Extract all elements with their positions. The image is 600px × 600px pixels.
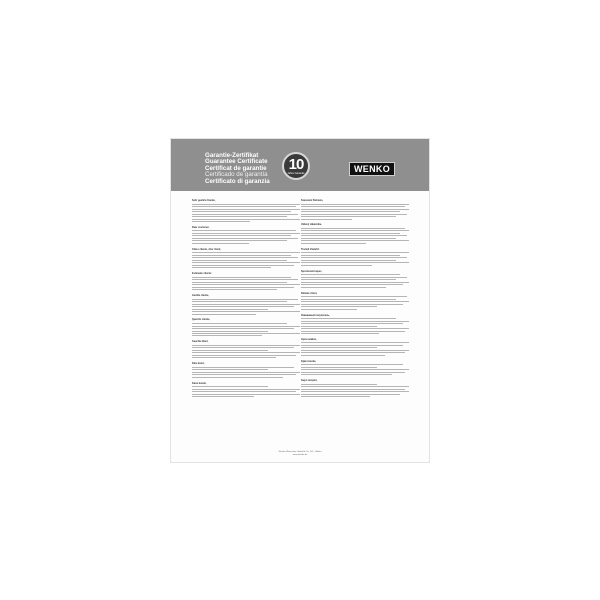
text-line: [301, 369, 409, 370]
text-line: [192, 396, 254, 397]
text-line: [301, 216, 396, 217]
text-line: [301, 389, 405, 390]
section-heading: Dear customer,: [192, 225, 210, 229]
section-heading: Tisztelt Vásárló!: [301, 247, 320, 251]
text-line: [192, 377, 283, 378]
text-line: [301, 238, 396, 239]
text-section: [192, 294, 300, 314]
text-line: [301, 243, 366, 244]
text-line: [192, 209, 300, 210]
text-line: [301, 355, 385, 356]
section-heading: Vážený zákazníku,: [301, 223, 322, 227]
text-line: [301, 318, 396, 319]
text-line: [301, 206, 405, 207]
guarantee-certificate-sheet: [171, 139, 429, 462]
text-line: [301, 326, 377, 327]
text-line: [301, 386, 409, 387]
text-line: [192, 350, 268, 351]
text-line: [301, 367, 377, 368]
text-line: [301, 396, 370, 397]
text-line: [192, 284, 300, 285]
text-line: [192, 333, 300, 334]
text-line: [301, 265, 372, 266]
right-text-column: [301, 199, 409, 449]
section-heading: Kære kunde,: [192, 381, 207, 385]
section-heading: Hyvä asiakas,: [301, 337, 317, 341]
text-line: [192, 352, 300, 353]
section-heading: Sayın müşteri,: [301, 379, 318, 383]
text-line: [192, 255, 291, 256]
certificate-title: Certificado de garantía: [205, 171, 268, 179]
certificate-header: [171, 139, 429, 191]
text-line: [192, 267, 271, 268]
text-line: [301, 345, 403, 346]
text-section: [301, 379, 409, 397]
text-line: [192, 326, 300, 327]
text-line: [301, 255, 400, 256]
text-line: [192, 204, 300, 205]
text-section: [192, 382, 300, 397]
text-line: [301, 391, 409, 392]
section-heading: Szanowni Państwo,: [301, 199, 324, 202]
text-line: [301, 214, 407, 215]
text-line: [192, 206, 296, 207]
text-line: [301, 384, 377, 385]
text-line: [192, 257, 298, 258]
text-line: [301, 219, 352, 220]
text-line: [192, 233, 300, 234]
text-line: [301, 260, 396, 261]
text-line: [192, 394, 300, 395]
text-section: [192, 226, 300, 244]
badge-subtext: Jahre Garantie: [287, 172, 305, 175]
text-line: [192, 289, 277, 290]
text-line: [301, 287, 386, 288]
text-section: [301, 314, 409, 334]
text-line: [192, 323, 287, 324]
text-line: [301, 284, 403, 285]
text-line: [192, 265, 294, 266]
text-section: [301, 360, 409, 375]
badge-number: 10: [288, 156, 304, 173]
text-line: [301, 372, 405, 373]
text-line: [301, 257, 407, 258]
text-line: [192, 314, 256, 315]
certificate-title: Guarantee Certificate: [205, 158, 268, 166]
text-line: [301, 323, 403, 324]
text-line: [192, 235, 291, 236]
text-line: [301, 328, 409, 329]
certificate-titles: [205, 153, 270, 185]
text-section: [301, 248, 409, 266]
text-line: [301, 277, 407, 278]
text-line: [192, 347, 294, 348]
text-line: [192, 299, 298, 300]
section-heading: Querido cliente,: [192, 318, 211, 322]
text-line: [301, 204, 409, 205]
text-line: [301, 342, 409, 343]
wenko-logo: WENKO: [349, 162, 395, 176]
text-line: [301, 209, 409, 210]
footer-website: www.wenko.de: [292, 453, 308, 456]
text-line: [192, 282, 287, 283]
text-line: [301, 301, 409, 302]
text-line: [301, 274, 400, 275]
text-section: [301, 223, 409, 243]
text-section: [192, 272, 300, 290]
text-section: [301, 270, 409, 288]
ten-year-guarantee-badge: [282, 152, 310, 180]
footer-address: Wenko-Wenselaar GmbH & Co. KG · Hilden: [278, 451, 322, 453]
text-line: [192, 219, 300, 220]
text-line: [192, 367, 294, 368]
text-line: [192, 311, 300, 312]
section-heading: Käre kund,: [192, 362, 205, 366]
certificate-title: Certificato di garanzia: [205, 177, 270, 185]
text-line: [301, 321, 409, 322]
text-line: [301, 309, 357, 310]
text-line: [301, 211, 400, 212]
text-section: [301, 338, 409, 356]
text-line: [192, 374, 296, 375]
text-line: [301, 282, 409, 283]
text-line: [192, 260, 287, 261]
section-heading: Spoštovani kupec,: [301, 269, 323, 273]
text-line: [301, 230, 409, 231]
text-line: [301, 233, 400, 234]
text-line: [192, 328, 294, 329]
text-line: [301, 252, 409, 253]
text-line: [192, 279, 298, 280]
text-line: [301, 299, 396, 300]
text-line: [192, 214, 298, 215]
certificate-footer: [171, 451, 429, 457]
text-line: [192, 211, 291, 212]
text-line: [192, 304, 300, 305]
text-line: [192, 238, 298, 239]
section-heading: Estimado cliente:: [192, 272, 212, 276]
certificate-title: Certificat de garantie: [205, 164, 267, 172]
text-section: [192, 199, 300, 222]
text-line: [192, 262, 300, 263]
text-section: [301, 199, 409, 219]
text-line: [192, 335, 262, 336]
text-line: [192, 240, 287, 241]
text-line: [192, 252, 300, 253]
text-line: [301, 235, 407, 236]
text-line: [192, 391, 296, 392]
text-line: [301, 347, 377, 348]
text-line: [301, 350, 409, 351]
text-line: [301, 240, 409, 241]
text-line: [192, 230, 296, 231]
text-line: [192, 301, 287, 302]
section-heading: Stimate client,: [301, 291, 318, 295]
text-line: [192, 216, 287, 217]
text-line: [301, 306, 377, 307]
text-line: [301, 333, 379, 334]
text-line: [192, 389, 300, 390]
section-heading: Gentile cliente,: [192, 294, 210, 298]
text-line: [192, 355, 296, 356]
text-line: [192, 372, 300, 373]
text-line: [192, 331, 268, 332]
left-text-column: [192, 199, 300, 449]
text-section: [192, 248, 300, 268]
text-line: [301, 262, 409, 263]
text-line: [192, 243, 249, 244]
text-line: [301, 296, 407, 297]
text-line: [301, 394, 400, 395]
section-heading: Уважаемый покупатель,: [301, 313, 330, 317]
text-line: [192, 306, 294, 307]
text-line: [301, 331, 405, 332]
text-line: [301, 304, 403, 305]
text-line: [192, 221, 250, 222]
text-line: [301, 364, 403, 365]
text-section: [192, 340, 300, 358]
text-line: [301, 352, 405, 353]
text-line: [192, 309, 268, 310]
text-line: [192, 287, 294, 288]
section-heading: Kjære kunde,: [301, 359, 317, 363]
section-heading: Sehr geehrte Kunde,: [192, 199, 216, 202]
text-line: [301, 228, 405, 229]
text-section: [192, 318, 300, 336]
text-line: [192, 386, 268, 387]
text-line: [192, 369, 268, 370]
section-heading: Geachte klant,: [192, 340, 209, 344]
text-line: [192, 357, 276, 358]
text-section: [192, 362, 300, 377]
text-line: [301, 279, 396, 280]
text-line: [192, 345, 300, 346]
text-line: [192, 277, 291, 278]
section-heading: Chère cliente, cher client,: [192, 247, 221, 251]
text-line: [301, 374, 392, 375]
certificate-title: Garantie-Zertifikat: [205, 152, 259, 159]
text-section: [301, 292, 409, 310]
